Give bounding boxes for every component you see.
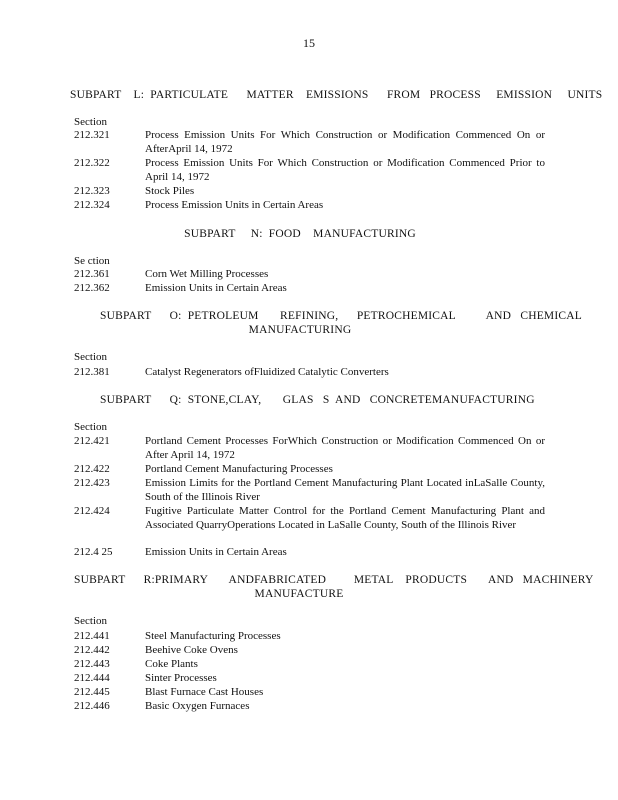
section-number: 212.446 [74,700,110,712]
section-title: Portland Cement Processes ForWhich Construction or Modification Commenced On or After April 14, 1972 [145,435,545,461]
section-title: Sinter Processes [145,672,217,684]
section-title: Corn Wet Milling Processes [145,268,269,280]
section-title: Process Emission Units For Which Construction or Modification Commenced Prior to April 14, 1972 [145,157,545,183]
section-number: 212.322 [74,157,110,169]
section-label: Section [74,421,107,433]
section-number: 212.324 [74,199,110,211]
section-number: 212.421 [74,435,110,447]
section-label: Se ction [74,255,110,267]
subpart-r-heading-line1: SUBPART R:PRIMARY ANDFABRICATED METAL PRODUCTS AND MACHINERY [74,574,594,586]
subpart-o-heading-line2: MANUFACTURING [248,324,352,336]
subpart-l-heading: SUBPART L: PARTICULATE MATTER EMISSIONS FROM PROCESS EMISSION UNITS [70,89,603,101]
section-number: 212.381 [74,366,110,378]
subpart-o-heading-line1: SUBPART O: PETROLEUM REFINING, PETROCHEMICAL AND CHEMICAL [100,310,582,322]
section-number: 212.445 [74,686,110,698]
section-title: Emission Units in Certain Areas [145,282,287,294]
section-number: 212.323 [74,185,110,197]
section-title: Process Emission Units in Certain Areas [145,199,324,211]
section-title: Catalyst Regenerators ofFluidized Catalytic Converters [145,366,389,378]
section-number: 212.442 [74,644,110,656]
section-number: 212.443 [74,658,110,670]
section-title: Basic Oxygen Furnaces [145,700,250,712]
section-title: Stock Piles [145,185,195,197]
section-number: 212.444 [74,672,110,684]
section-number: 212.361 [74,268,110,280]
section-title: Beehive Coke Ovens [145,644,238,656]
section-title: Fugitive Particulate Matter Control for the Portland Cement Manufacturing Plant and Associated QuarryOperations Located in LaSalle County, South of the Illinois River [145,505,545,531]
section-title: Portland Cement Manufacturing Processes [145,463,333,475]
section-number: 212.321 [74,129,110,141]
section-number: 212.441 [74,630,110,642]
subpart-q-heading: SUBPART Q: STONE,CLAY, GLAS S AND CONCRETEMANUFACTURING [100,394,535,406]
section-number: 212.362 [74,282,110,294]
subpart-n-heading: SUBPART N: FOOD MANUFACTURING [184,228,416,240]
section-title: Emission Units in Certain Areas [145,546,287,558]
section-number: 212.423 [74,477,110,489]
section-title: Emission Limits for the Portland Cement Manufacturing Plant Located inLaSalle County, South of the Illinois River [145,477,545,503]
page-number: 15 [303,36,315,50]
section-number: 212.424 [74,505,110,517]
section-title: Coke Plants [145,658,198,670]
section-title: Steel Manufacturing Processes [145,630,281,642]
section-number: 212.422 [74,463,110,475]
section-title: Blast Furnace Cast Houses [145,686,264,698]
section-label: Section [74,116,107,128]
section-label: Section [74,615,107,627]
section-title: Process Emission Units For Which Construction or Modification Commenced On or AfterApril 14, 1972 [145,129,545,155]
section-label: Section [74,351,107,363]
section-number: 212.4 25 [74,546,113,558]
subpart-r-heading-line2: MANUFACTURE [254,588,344,600]
